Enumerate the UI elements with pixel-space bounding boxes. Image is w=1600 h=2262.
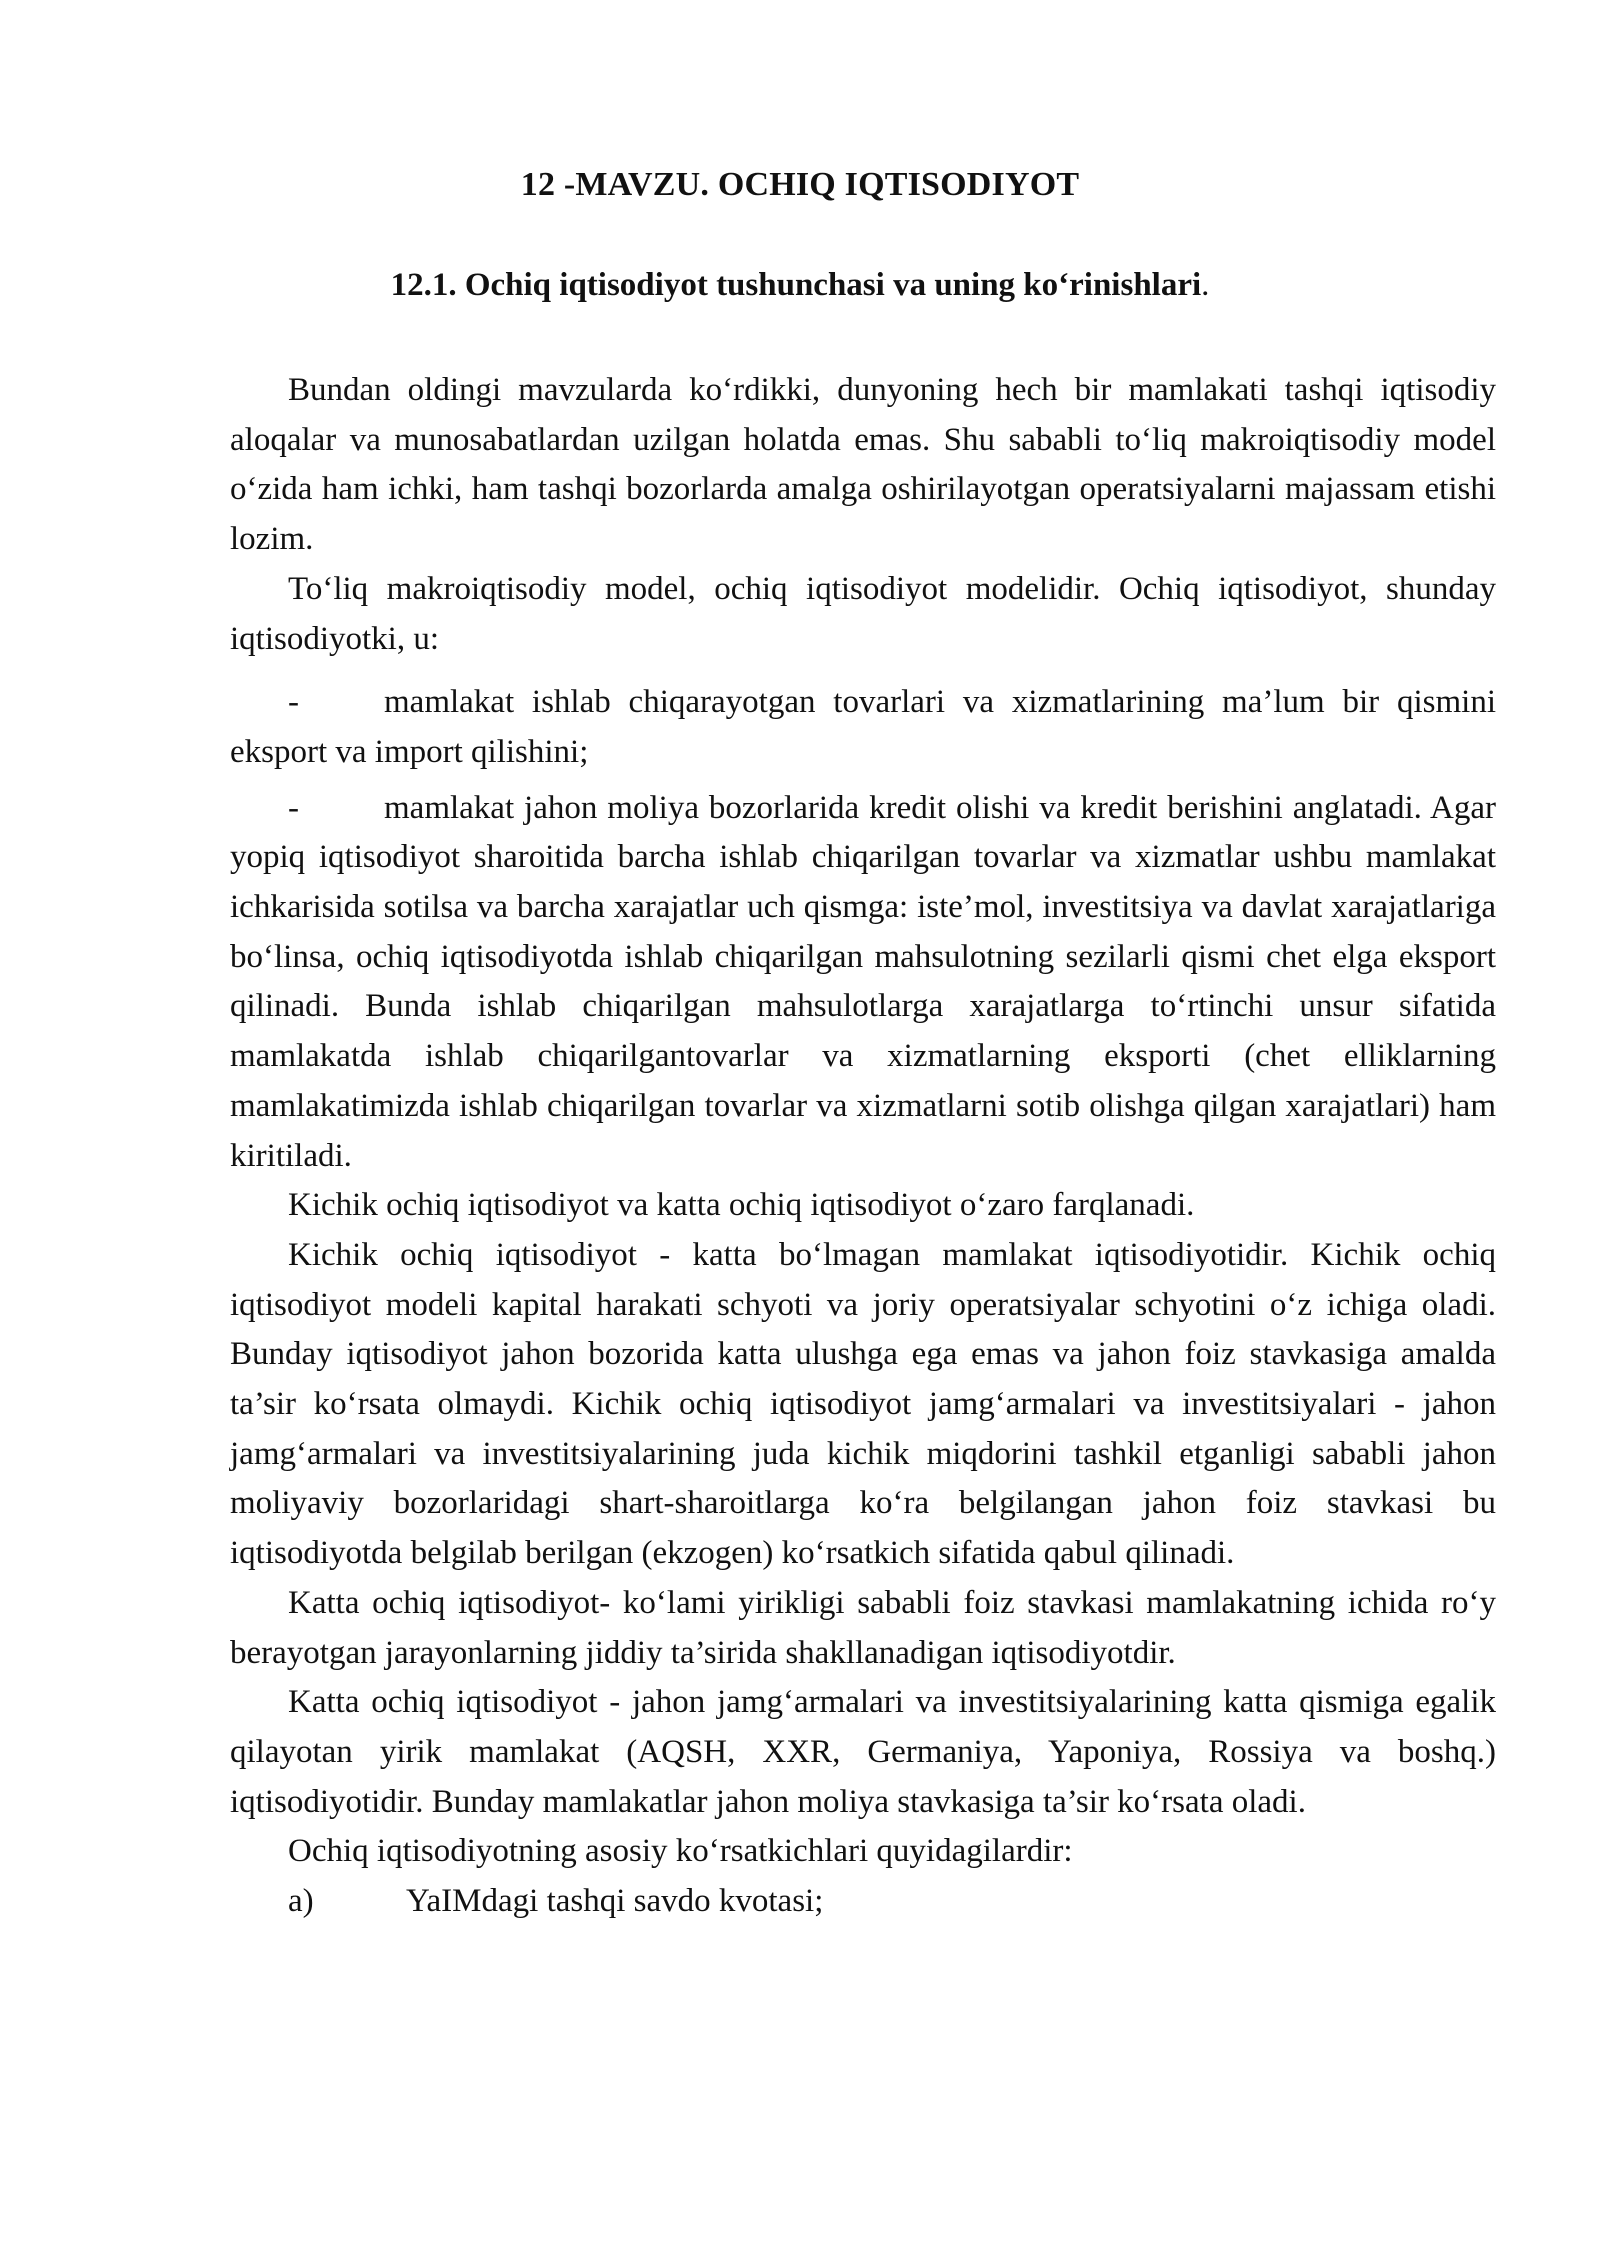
paragraph-intro: Bundan oldingi mavzularda ko‘rdikki, dunyoning hech bir mamlakati tashqi iqtisodiy aloqalar va munosabatlardan uzilgan holatda emas. Shu sababli to‘liq makroiqtisodiy model o‘zida ham ichki, ham tashqi bozorlarda amalga oshirilayotgan operatsiyalarni majassam etishi lozim. [230,372,1496,558]
dash-item-text: mamlakat jahon moliya bozorlarida kredit olishi va kredit berishini anglatadi. Agar yopiq iqtisodiyot sharoitida barcha ishlab chiqarilgan tovarlar va xizmatlar ushbu mamlakat ichkarisida sotilsa va barcha xarajatlar uch qismga: iste’mol, investitsiya va davlat xarajatlariga bo‘linsa, ochiq iqtisodiyotda ishlab chiqarilgan mahsulotning sezilarli qismi chet elga eksport qilinadi. Bunda ishlab chiqarilgan mahsulotlarga xarajatlarga to‘rtinchi unsur sifatida mamlakatda ishlab chiqarilgantovarlar va xizmatlarning eksporti (chet elliklarning mamlakatimizda ishlab chiqarilgan tovarlar va xizmatlarni sotib olishga qilgan xarajatlari) ham kiritiladi. [230,789,1496,1174]
dash-item-text: mamlakat ishlab chiqarayotgan tovarlari va xizmatlarining ma’lum bir qismini eksport va import qilishini; [230,684,1496,770]
list-item-text: YaIMdagi tashqi savdo kvotasi; [406,1883,824,1920]
dash-marker: - [288,789,299,826]
dash-item-credit [230,784,1496,1182]
paragraph-small-large: Kichik ochiq iqtisodiyot va katta ochiq iqtisodiyot o‘zaro farqlanadi. [288,1187,1195,1224]
paragraph-large-open-examples: Katta ochiq iqtisodiyot - jahon jamg‘armalari va investitsiyalarining katta qismiga egalik qilayotan yirik mamlakat (AQSH, XXR, Germaniya, Yaponiya, Rossiya va boshq.) iqtisodiyotidir. Bunday mamlakatlar jahon moliya stavkasiga ta’sir ko‘rsata oladi. [230,1684,1496,1820]
list-item-a [230,1877,1496,1927]
dash-item-export-import [230,678,1496,777]
paragraph-definition: To‘liq makroiqtisodiy model, ochiq iqtisodiyot modelidir. Ochiq iqtisodiyot, shunday iqtisodiyotki, u: [230,570,1496,657]
section-subtitle-period: . [1201,267,1210,303]
list-marker: a) [288,1883,314,1920]
section-subtitle-text: 12.1. Ochiq iqtisodiyot tushunchasi va uning ko‘rinishlari [390,267,1202,303]
paragraph-small-open: Kichik ochiq iqtisodiyot - katta bo‘lmagan mamlakat iqtisodiyotidir. Kichik ochiq iqtisodiyot modeli kapital harakati schyoti va joriy operatsiyalar schyotini o‘z ichiga oladi. Bunday iqtisodiyot jahon bozorida katta ulushga ega emas va jahon foiz stavkasiga amalda ta’sir ko‘rsata olmaydi. Kichik ochiq iqtisodiyot jamg‘armalari va investitsiyalari - jahon jamg‘armalari va investitsiyalarining juda kichik miqdorini tashkil etganligi sababli jahon moliyaviy bozorlaridagi shart-sharoitlarga ko‘ra belgilangan jahon foiz stavkasi bu iqtisodiyotda belgilab berilgan (ekzogen) ko‘rsatkich sifatida qabul qilinadi. [230,1236,1496,1572]
section-subtitle [0,263,1600,307]
paragraph-large-open: Katta ochiq iqtisodiyot- ko‘lami yirikligi sababli foiz stavkasi mamlakatning ichida ro‘y berayotgan jarayonlarning jiddiy ta’sirida shakllanadigan iqtisodiyotdir. [230,1584,1496,1671]
dash-marker: - [288,684,299,721]
paragraph-indicators-intro: Ochiq iqtisodiyotning asosiy ko‘rsatkichlari quyidagilardir: [288,1833,1073,1870]
document-body [230,366,1496,1927]
page-title: 12 -MAVZU. OCHIQ IQTISODIYOT [520,166,1080,203]
